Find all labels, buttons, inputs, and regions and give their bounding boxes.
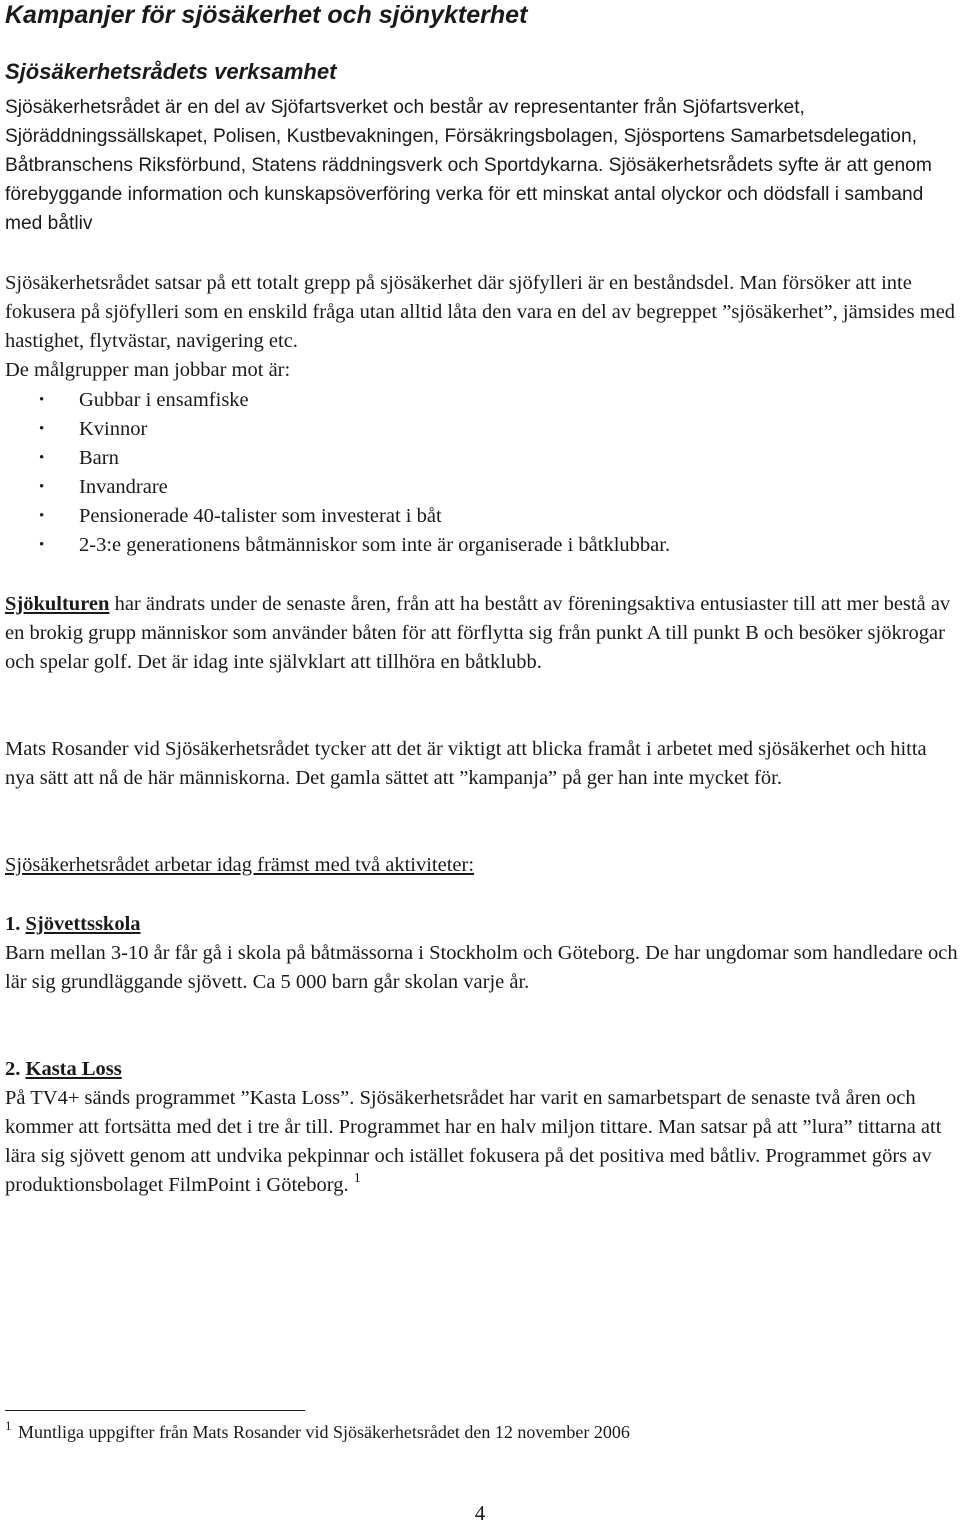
list-item-text: Kvinnor — [79, 418, 148, 440]
activities-heading-text: Sjösäkerhetsrådet arbetar idag främst med två aktiviteter: — [5, 854, 475, 876]
bullet-icon: • — [39, 392, 45, 408]
list-item-text: Pensionerade 40-talister som investerat i båt — [79, 505, 442, 527]
footnote-divider — [5, 1410, 305, 1411]
activity-number: 2. — [5, 1058, 21, 1080]
sea-culture-text: har ändrats under de senaste åren, från att ha bestått av föreningsaktiva entusiaster till att mer bestå av en brokig grupp människor som använder båten för att förflytta sig från punkt A till punkt B och besöker sjökrogar och spelar golf. Det är idag inte självklart att tillhöra en båtklubb. — [5, 593, 951, 673]
bullet-icon: • — [39, 537, 45, 553]
paragraph-council-description: Sjösäkerhetsrådet är en del av Sjöfartsverket och består av representanter från Sjöfartsverket, Sjöräddningssällskapet, Polisen, Kustbevakningen, Försäkringsbolagen, Sjösportens Samarbetsdelegation, Båtbranschens Riksförbund, Statens räddningsverk och Sportdykarna. Sjösäkerhetsrådets syfte är att genom förebyggande information och kunskapsöverföring verka för ett minskat antal olyckor och dödsfall i samband med båtliv — [5, 97, 932, 234]
footnote — [5, 1420, 630, 1444]
paragraph-total-approach-text: Sjösäkerhetsrådet satsar på ett totalt grepp på sjösäkerhet där sjöfylleri är en beståndsdel. Man försöker att inte fokusera på sjöfylleri som en enskild fråga utan alltid låta den vara en del av begreppet ”sjösäkerhet”, jämsides med hastighet, flytvästar, navigering etc. — [5, 272, 956, 352]
activity-number: 1. — [5, 913, 21, 935]
section-heading: Sjösäkerhetsrådets verksamhet — [5, 59, 337, 84]
paragraph-mats-rosander: Mats Rosander vid Sjösäkerhetsrådet tycker att det är viktigt att blicka framåt i arbetet med sjösäkerhet och hitta nya sätt att nå de här människorna. Det gamla sättet att ”kampanja” på ger han inte mycket för. — [5, 738, 927, 789]
activity-text: Barn mellan 3-10 år får gå i skola på båtmässorna i Stockholm och Göteborg. De har ungdomar som handledare och lär sig grundläggande sjövett. Ca 5 000 barn går skolan varje år. — [5, 942, 958, 993]
activity-kasta-loss — [5, 1055, 960, 1200]
footnote-number: 1 — [5, 1418, 12, 1433]
target-groups-list — [5, 386, 960, 560]
list-item-text: Invandrare — [79, 476, 168, 498]
list-item-text: Gubbar i ensamfiske — [79, 389, 249, 411]
bullet-icon: • — [39, 450, 45, 466]
list-item-text: 2-3:e generationens båtmänniskor som inte är organiserade i båtklubbar. — [79, 534, 671, 556]
sea-culture-term: Sjökulturen — [5, 593, 110, 615]
activity-title: Kasta Loss — [25, 1058, 122, 1080]
list-item — [5, 415, 960, 444]
page-title: Kampanjer för sjösäkerhet och sjönykterhet — [5, 1, 528, 29]
paragraph-sea-culture — [5, 590, 960, 677]
bullet-icon: • — [39, 479, 45, 495]
list-item — [5, 473, 960, 502]
list-item — [5, 502, 960, 531]
activity-sjovettsskola — [5, 910, 960, 997]
page-number: 4 — [474, 1501, 486, 1525]
footnote-reference: 1 — [353, 1171, 361, 1186]
footnote-text: Muntliga uppgifter från Mats Rosander vid Sjösäkerhetsrådet den 12 november 2006 — [18, 1422, 630, 1442]
list-item — [5, 386, 960, 415]
activity-text: På TV4+ sänds programmet ”Kasta Loss”. Sjösäkerhetsrådet har varit en samarbetspart de senaste två åren och kommer att fortsätta med det i tre år till. Programmet har en halv miljon tittare. Man satsar på att ”lura” tittarna att lära sig sjövett genom att undvika pekpinnar och istället fokusera på det positiva med båtliv. Programmet görs av produktionsbolaget FilmPoint i Göteborg. — [5, 1087, 942, 1196]
list-item-text: Barn — [79, 447, 119, 469]
activity-title: Sjövettsskola — [25, 913, 141, 935]
target-groups-intro: De målgrupper man jobbar mot är: — [5, 359, 291, 381]
paragraph-total-approach — [5, 269, 960, 385]
bullet-icon: • — [39, 421, 45, 437]
bullet-icon: • — [39, 508, 45, 524]
list-item — [5, 531, 960, 560]
list-item — [5, 444, 960, 473]
activities-heading — [5, 851, 960, 880]
